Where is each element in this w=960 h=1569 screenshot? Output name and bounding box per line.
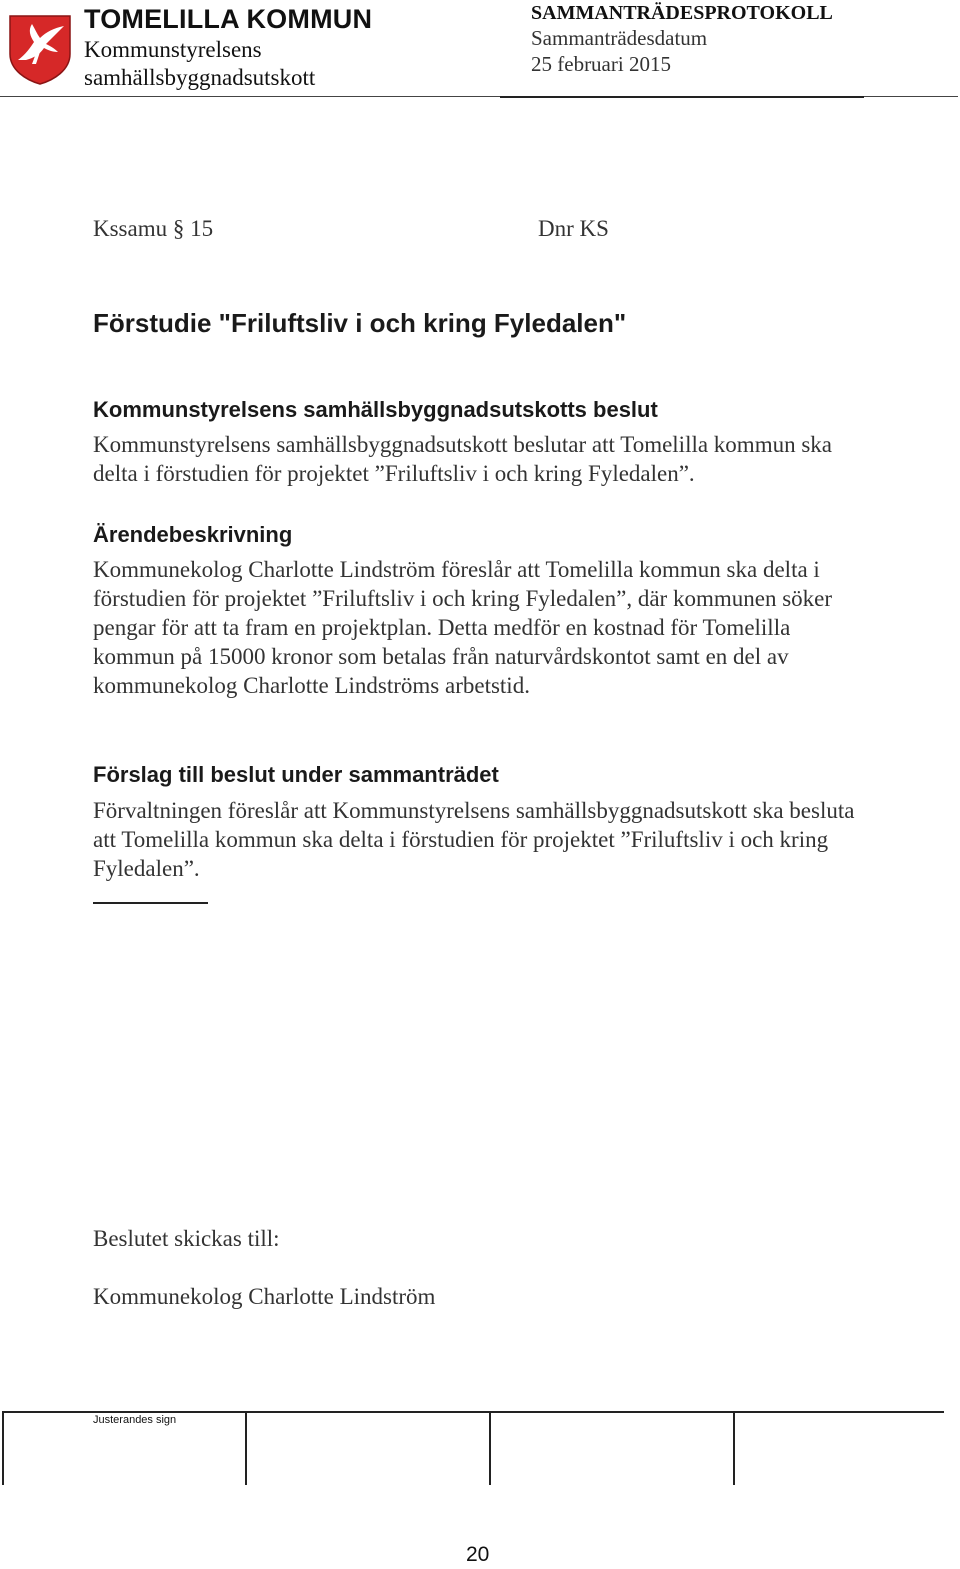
page-title: Förstudie "Friluftsliv i och kring Fyledalen" bbox=[93, 308, 627, 338]
signature-cell-4 bbox=[733, 1413, 735, 1485]
signature-cell-1 bbox=[2, 1413, 4, 1485]
decision-heading: Kommunstyrelsens samhällsbyggnadsutskotts beslut bbox=[93, 397, 658, 422]
section-end-divider bbox=[93, 902, 208, 904]
meeting-date: 25 februari 2015 bbox=[531, 52, 671, 76]
signature-label: Justerandes sign bbox=[93, 1414, 177, 1426]
proposal-paragraph: Förvaltningen föreslår att Kommunstyrelsens samhällsbyggnadsutskott ska besluta att Tomelilla kommun ska delta i förstudien för projektet ”Friluftsliv i och kring Fyledalen”. bbox=[93, 798, 855, 881]
organization-name: TOMELILLA KOMMUN bbox=[84, 4, 373, 34]
distribution-label: Beslutet skickas till: bbox=[93, 1226, 280, 1251]
document-type: SAMMANTRÄDESPROTOKOLL bbox=[531, 2, 833, 24]
dnr-reference: Dnr KS bbox=[538, 216, 609, 241]
section-reference: Kssamu § 15 bbox=[93, 216, 214, 241]
proposal-text bbox=[93, 796, 878, 883]
committee-name-line1: Kommunstyrelsens bbox=[84, 37, 262, 62]
decision-text bbox=[93, 430, 873, 488]
case-description-text bbox=[93, 555, 833, 700]
page-number: 20 bbox=[466, 1543, 490, 1566]
signature-cell-2 bbox=[245, 1413, 247, 1485]
signature-cell-3 bbox=[489, 1413, 491, 1485]
case-description-paragraph: Kommunekolog Charlotte Lindström föreslår att Tomelilla kommun ska delta i förstudien för projektet ”Friluftsliv i och kring Fyledalen”, där kommunen söker pengar för att ta fram en projektplan. Detta medför en kostnad för Tomelilla kommun på 15000 kronor som betalas från naturvårdskontot samt en del av kommunekolog Charlotte Lindströms arbetstid. bbox=[93, 557, 833, 698]
coat-of-arms-crane-icon bbox=[8, 14, 72, 86]
distribution-recipient: Kommunekolog Charlotte Lindström bbox=[93, 1284, 436, 1309]
decision-paragraph: Kommunstyrelsens samhällsbyggnadsutskott beslutar att Tomelilla kommun ska delta i förstudien för projektet ”Friluftsliv i och kring Fyledalen”. bbox=[93, 432, 832, 486]
committee-name-line2: samhällsbyggnadsutskott bbox=[84, 65, 316, 90]
case-description-heading: Ärendebeskrivning bbox=[93, 522, 293, 547]
proposal-heading: Förslag till beslut under sammanträdet bbox=[93, 762, 499, 787]
committee-name bbox=[84, 36, 384, 92]
header-divider-accent bbox=[500, 96, 864, 98]
meeting-date-label: Sammanträdesdatum bbox=[531, 26, 708, 50]
